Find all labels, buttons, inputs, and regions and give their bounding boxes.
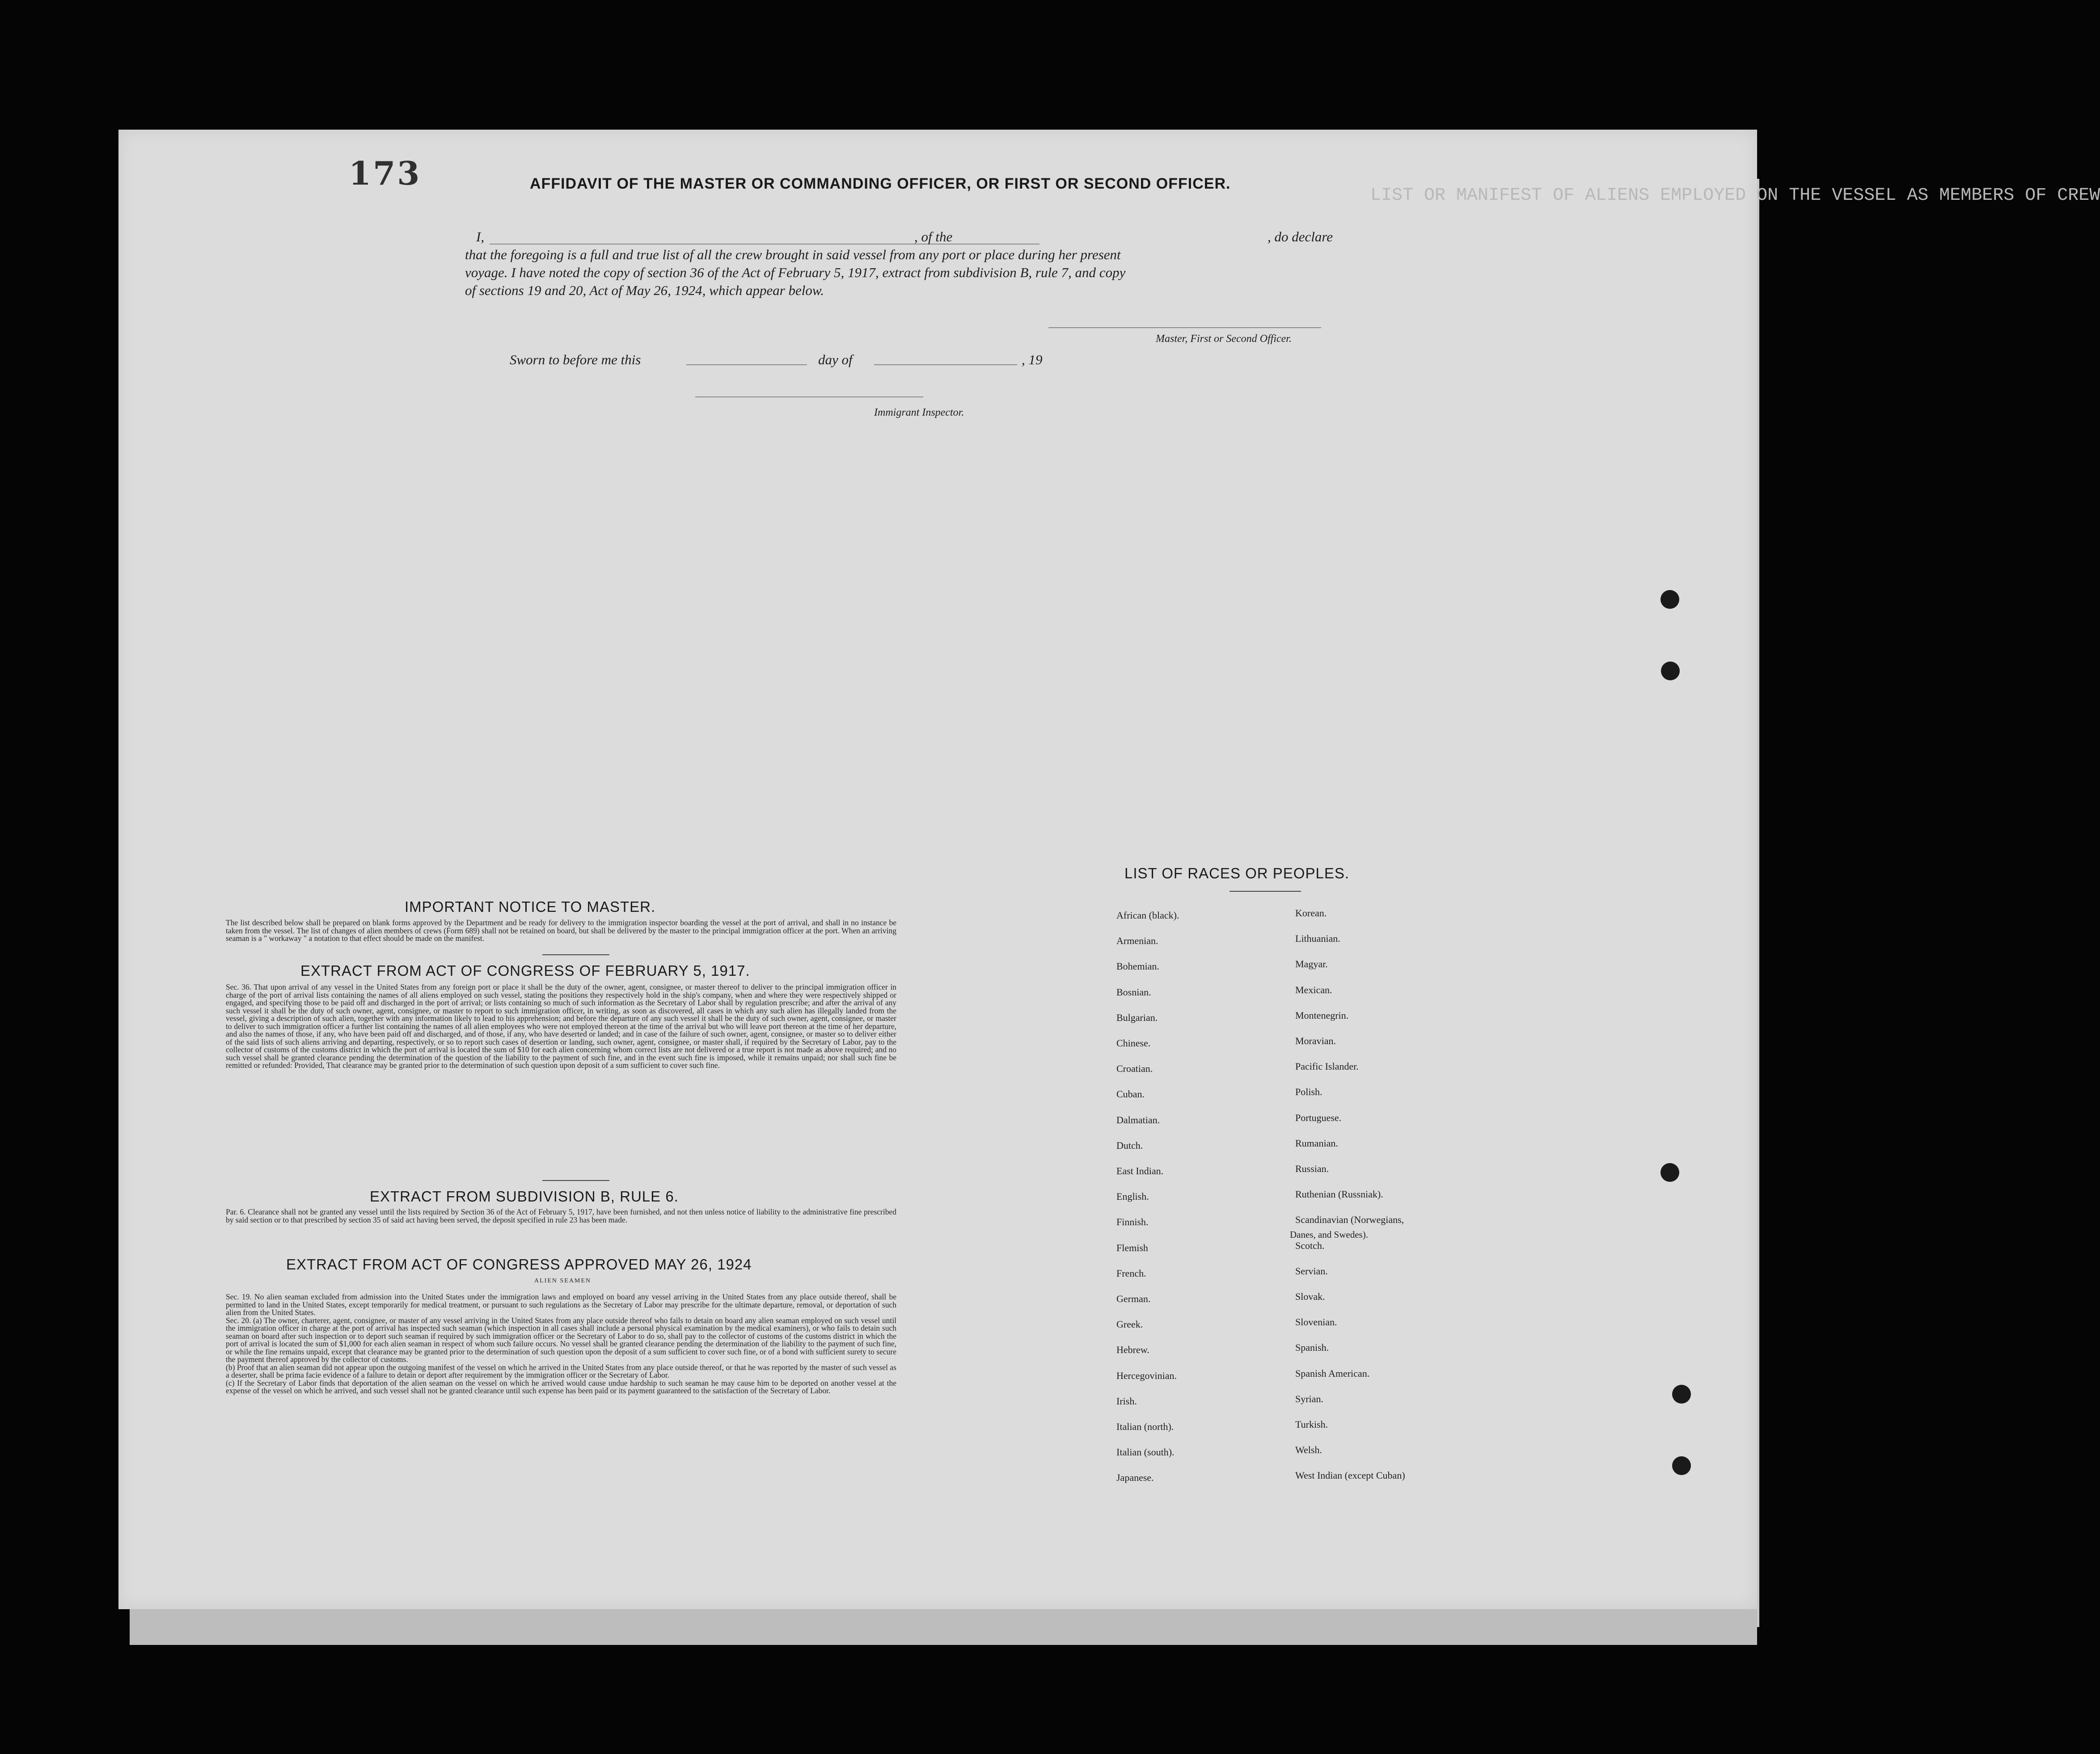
race-right-item: Scotch.: [1295, 1240, 1325, 1251]
day-blank: [686, 364, 807, 365]
section-20c-text: (c) If the Secretary of Labor finds that deportation of the alien seaman on the vessel on which he arrived would cause undue hardship to such seaman he may cause him to be deported on another vessel at the expense of the vessel on which he arrived, and such vessel shall not be granted clearance until such expense has been paid or its payment guaranteed to the satisfaction of the Secretary of Labor.: [226, 1378, 896, 1395]
race-left-item: East Indian.: [1116, 1165, 1164, 1176]
section-20a-text: Sec. 20. (a) The owner, charterer, agent, consignee, or master of any vessel arriving in the United States from any place outside thereof who fails to detain on board any alien seaman employed on such vessel until the immigration officer in charge at the port of arrival has inspected such seaman (which inspection in all cases shall include a personal physical examination by the medical examiners), or who fails to detain such seaman on board after such inspection or to deport such seaman if required by such immigration officer or the Secretary of Labor to do so, shall pay to the collector of customs of the customs district in which the port of arrival is located the sum of $1,000 for each alien seaman in respect of whom such failure occurs. No vessel shall be granted clearance pending the determination of the liability to the payment of such fine, or while the fine remains unpaid, except that clearance may be granted prior to the determination of such question upon the deposit of a sum sufficient to cover such fine, or of a bond with sufficient surety to secure the payment thereof approved by the collector of customs.: [226, 1316, 896, 1364]
race-right-item: Montenegrin.: [1295, 1010, 1349, 1021]
sworn-text: Sworn to before me this: [510, 352, 641, 367]
inspector-caption: Immigrant Inspector.: [874, 407, 964, 418]
race-right-item: West Indian (except Cuban): [1295, 1470, 1405, 1481]
sheet-number: 173: [349, 154, 422, 192]
race-left-item: English.: [1116, 1191, 1149, 1202]
race-right-item: Rumanian.: [1295, 1138, 1338, 1149]
notice-body: [226, 919, 896, 943]
section-36-text: Sec. 36. That upon arrival of any vessel in the United States from any foreign port or place it shall be the duty of the owner, agent, consignee, or master thereof to deliver to the principal immigration officer in charge of the port of arrival lists containing the names of all aliens employed on such vessel, stating the positions they respectively hold in the ship's company, when and where they were respectively shipped or engaged, and specifying those to be paid off and discharged in the port of arrival; or lists containing so much of such information as the Secretary of Labor shall by regulation prescribe; and after the arrival of any such vessel it shall be the duty of such owner, agent, consignee, or master to report to such immigration officer, in writing, as soon as discovered, all cases in which any such alien has illegally landed from the vessel, giving a description of such alien, together with any information likely to lead to his apprehension; and before the departure of any such vessel it shall be the duty of such owner, agent, consignee, or master to deliver to such immigration officer a further list containing the names of all alien employees who were not employed thereon at the time of the arrival but who will leave port thereon at the time of her departure, and also the names of those, if any, who have been paid off and discharged, and of those, if any, who have deserted or landed; and in case of the failure of such owner, agent, consignee, or master so to deliver either of the said lists of such aliens arriving and departing, respectively, or so to report such cases of desertion or landing, such owner, agent, consignee, or master shall, if required by the Secretary of Labor, pay to the collector of customs of the customs district in which the port of arrival is located the sum of $10 for each alien concerning whom correct lists are not delivered or a true report is not made as above required; and no such vessel shall be granted clearance pending the determination of the question of the liability to the payment of such fine, and in the event such fine is imposed, while it remains unpaid; nor shall such fine be remitted or refunded: Provided, That clearance may be granted prior to the determination of such question upon deposit of a sum sufficient to cover such fine.: [226, 982, 896, 1070]
race-left-item: Dutch.: [1116, 1140, 1143, 1151]
race-left-item: Hebrew.: [1116, 1344, 1149, 1355]
affidavit-do-declare: , do declare: [1268, 229, 1333, 245]
notice-title: IMPORTANT NOTICE TO MASTER.: [405, 898, 656, 915]
race-left-item: Flemish: [1116, 1242, 1148, 1253]
extract-1917-title: EXTRACT FROM ACT OF CONGRESS OF FEBRUARY 5, 1917.: [300, 962, 750, 979]
extract-1924-title: EXTRACT FROM ACT OF CONGRESS APPROVED MAY 26, 1924: [286, 1256, 752, 1273]
master-caption: Master, First or Second Officer.: [1156, 333, 1292, 345]
race-left-item: French.: [1116, 1268, 1146, 1279]
race-right-item: Mexican.: [1295, 984, 1332, 995]
rule6-title: EXTRACT FROM SUBDIVISION B, RULE 6.: [370, 1188, 679, 1205]
races-title: LIST OF RACES OR PEOPLES.: [1124, 865, 1350, 881]
punch-hole: [1661, 662, 1680, 680]
inspector-signature-line: [695, 396, 923, 397]
affidavit-of-the: , of the: [914, 229, 953, 245]
punch-hole: [1661, 590, 1679, 609]
race-right-item: Polish.: [1295, 1086, 1323, 1097]
race-left-item: Bohemian.: [1116, 961, 1159, 972]
race-left-item: Armenian.: [1116, 935, 1158, 946]
month-blank: [874, 364, 1017, 365]
race-left-item: Croatian.: [1116, 1063, 1153, 1074]
master-signature-line: [1048, 327, 1321, 328]
race-right-item: Syrian.: [1295, 1393, 1323, 1404]
alien-seamen-subhead: ALIEN SEAMEN: [534, 1278, 592, 1284]
race-scandinavian-cont: Danes, and Swedes).: [1290, 1229, 1368, 1240]
race-right-item: Spanish American.: [1295, 1368, 1370, 1379]
punch-hole: [1672, 1385, 1691, 1404]
race-left-item: Italian (north).: [1116, 1421, 1174, 1432]
race-right-item: Slovak.: [1295, 1291, 1325, 1302]
affidavit-line-4: of sections 19 and 20, Act of May 26, 1924, which appear below.: [465, 282, 824, 298]
race-right-item: Korean.: [1295, 907, 1327, 919]
race-right-item: Pacific Islander.: [1295, 1061, 1359, 1072]
bleed-through: LIST OR MANIFEST OF ALIENS EMPLOYED ON THE VESSEL AS MEMBERS OF CREW: [1370, 186, 2100, 206]
divider: [542, 1180, 609, 1181]
race-right-item: Magyar.: [1295, 958, 1328, 970]
race-left-item: Italian (south).: [1116, 1446, 1175, 1458]
race-right-item: Russian.: [1295, 1163, 1329, 1174]
race-left-item: Bosnian.: [1116, 987, 1151, 998]
race-right-item: Welsh.: [1295, 1444, 1322, 1455]
race-right-item: Portuguese.: [1295, 1112, 1342, 1123]
race-right-item: Spanish.: [1295, 1342, 1329, 1353]
race-left-item: Hercegovinian.: [1116, 1370, 1177, 1381]
rule6-text: Par. 6. Clearance shall not be granted any vessel until the lists required by Section 36 of the Act of February 5, 1917, have been furnished, and not then unless notice of liability to the administrative fine prescribed by said section or to that prescribed by section 35 of said act having been served, the deposit specified in rule 23 has been made.: [226, 1207, 896, 1224]
race-left-item: African (black).: [1116, 910, 1179, 921]
day-of-text: day of: [818, 352, 853, 367]
affidavit-title: AFFIDAVIT OF THE MASTER OR COMMANDING OFFICER, OR FIRST OR SECOND OFFICER.: [530, 175, 1231, 192]
race-left-item: Greek.: [1116, 1319, 1143, 1330]
race-left-item: Finnish.: [1116, 1216, 1149, 1227]
extract-1917-body: [226, 983, 896, 1070]
race-left-item: Chinese.: [1116, 1037, 1151, 1049]
race-left-item: German.: [1116, 1293, 1151, 1304]
race-left-item: Irish.: [1116, 1396, 1137, 1407]
rule6-body: [226, 1208, 896, 1224]
race-right-item: Lithuanian.: [1295, 933, 1340, 944]
affidavit-line-3: voyage. I have noted the copy of section 36 of the Act of February 5, 1917, extract from subdivision B, rule 7, and copy: [465, 265, 1126, 280]
race-right-item: Slovenian.: [1295, 1316, 1337, 1328]
name-blank: [490, 244, 1039, 245]
affidavit-line-2: that the foregoing is a full and true list of all the crew brought in said vessel from any port or place during her present: [465, 247, 1121, 262]
race-left-item: Japanese.: [1116, 1472, 1154, 1483]
affidavit-i: I,: [476, 229, 485, 245]
manifest-page: [118, 130, 2100, 1609]
race-right-item: Servian.: [1295, 1265, 1328, 1277]
race-right-item: Ruthenian (Russniak).: [1295, 1189, 1383, 1200]
divider: [1230, 891, 1301, 892]
extract-1924-body: [226, 1293, 896, 1395]
year-text: , 19: [1022, 352, 1043, 367]
section-20b-text: (b) Proof that an alien seaman did not appear upon the outgoing manifest of the vessel on which he arrived in the United States from any place outside thereof, or that he was reported by the master of such vessel as a deserter, shall be prima facie evidence of a failure to detain or deport after requirement by the immigration officer or the Secretary of Labor.: [226, 1362, 896, 1379]
race-right-item: Scandinavian (Norwegians,: [1295, 1214, 1404, 1225]
race-right-item: Moravian.: [1295, 1035, 1336, 1046]
punch-hole: [1661, 1163, 1679, 1182]
punch-hole: [1672, 1456, 1691, 1475]
race-left-item: Dalmatian.: [1116, 1114, 1160, 1126]
race-left-item: Cuban.: [1116, 1088, 1145, 1100]
race-left-item: Bulgarian.: [1116, 1012, 1158, 1023]
notice-text: The list described below shall be prepared on blank forms approved by the Department and be ready for delivery to the immigration inspector boarding the vessel at the port of arrival, and shall in no instance be taken from the vessel. The list of changes of alien members of crews (Form 689) shall not be retained on board, but shall be delivered by the master to the principal immigration officer at the port. When an arriving seaman is a " workaway " a notation to that effect should be made on the manifest.: [226, 918, 896, 943]
race-right-item: Turkish.: [1295, 1419, 1328, 1430]
divider: [542, 954, 609, 955]
section-19-text: Sec. 19. No alien seaman excluded from admission into the United States under the immigration laws and employed on board any vessel arriving in the United States from any place outside thereof, shall be permitted to land in the United States, except temporarily for medical treatment, or pursuant to such regulations as the Secretary of Labor may prescribe for the ultimate departure, removal, or deportation of such alien from the United States.: [226, 1292, 896, 1317]
